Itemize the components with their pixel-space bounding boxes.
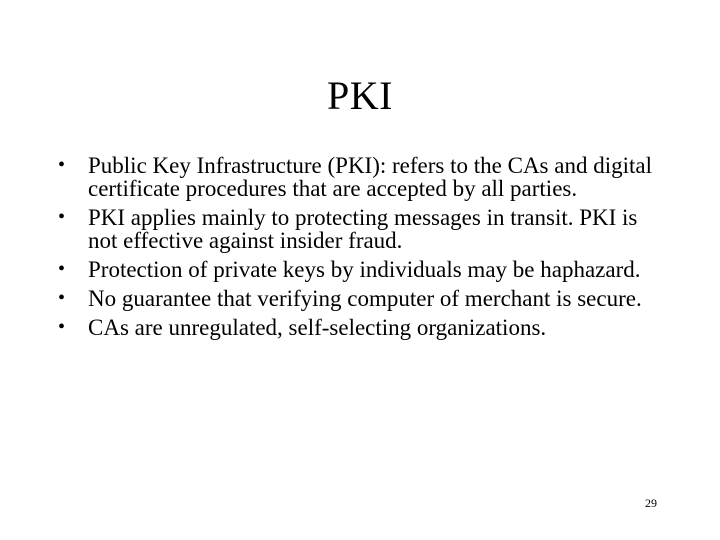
slide-title: PKI xyxy=(327,73,393,118)
bullet-item xyxy=(58,287,668,310)
bullet-text: No guarantee that verifying computer of merchant is secure. xyxy=(88,286,642,311)
bullet-icon: • xyxy=(58,206,66,228)
bullet-icon: • xyxy=(58,258,66,280)
bullet-icon: • xyxy=(58,287,66,309)
bullet-text: CAs are unregulated, self-selecting organizations. xyxy=(88,315,547,340)
bullet-text: PKI applies mainly to protecting messages in transit. PKI is not effective against insider fraud. xyxy=(88,205,638,253)
bullet-icon: • xyxy=(58,316,66,338)
bullet-item xyxy=(58,316,668,339)
bullet-text: Protection of private keys by individuals may be haphazard. xyxy=(88,257,641,282)
bullet-item xyxy=(58,258,668,281)
bullet-item xyxy=(58,154,668,200)
bullet-icon: • xyxy=(58,154,66,176)
bullet-text: Public Key Infrastructure (PKI): refers to the CAs and digital certificate procedures that are accepted by all parties. xyxy=(88,153,652,201)
bullet-item xyxy=(58,206,668,252)
page-number: 29 xyxy=(645,496,657,510)
bullet-list xyxy=(58,154,668,345)
